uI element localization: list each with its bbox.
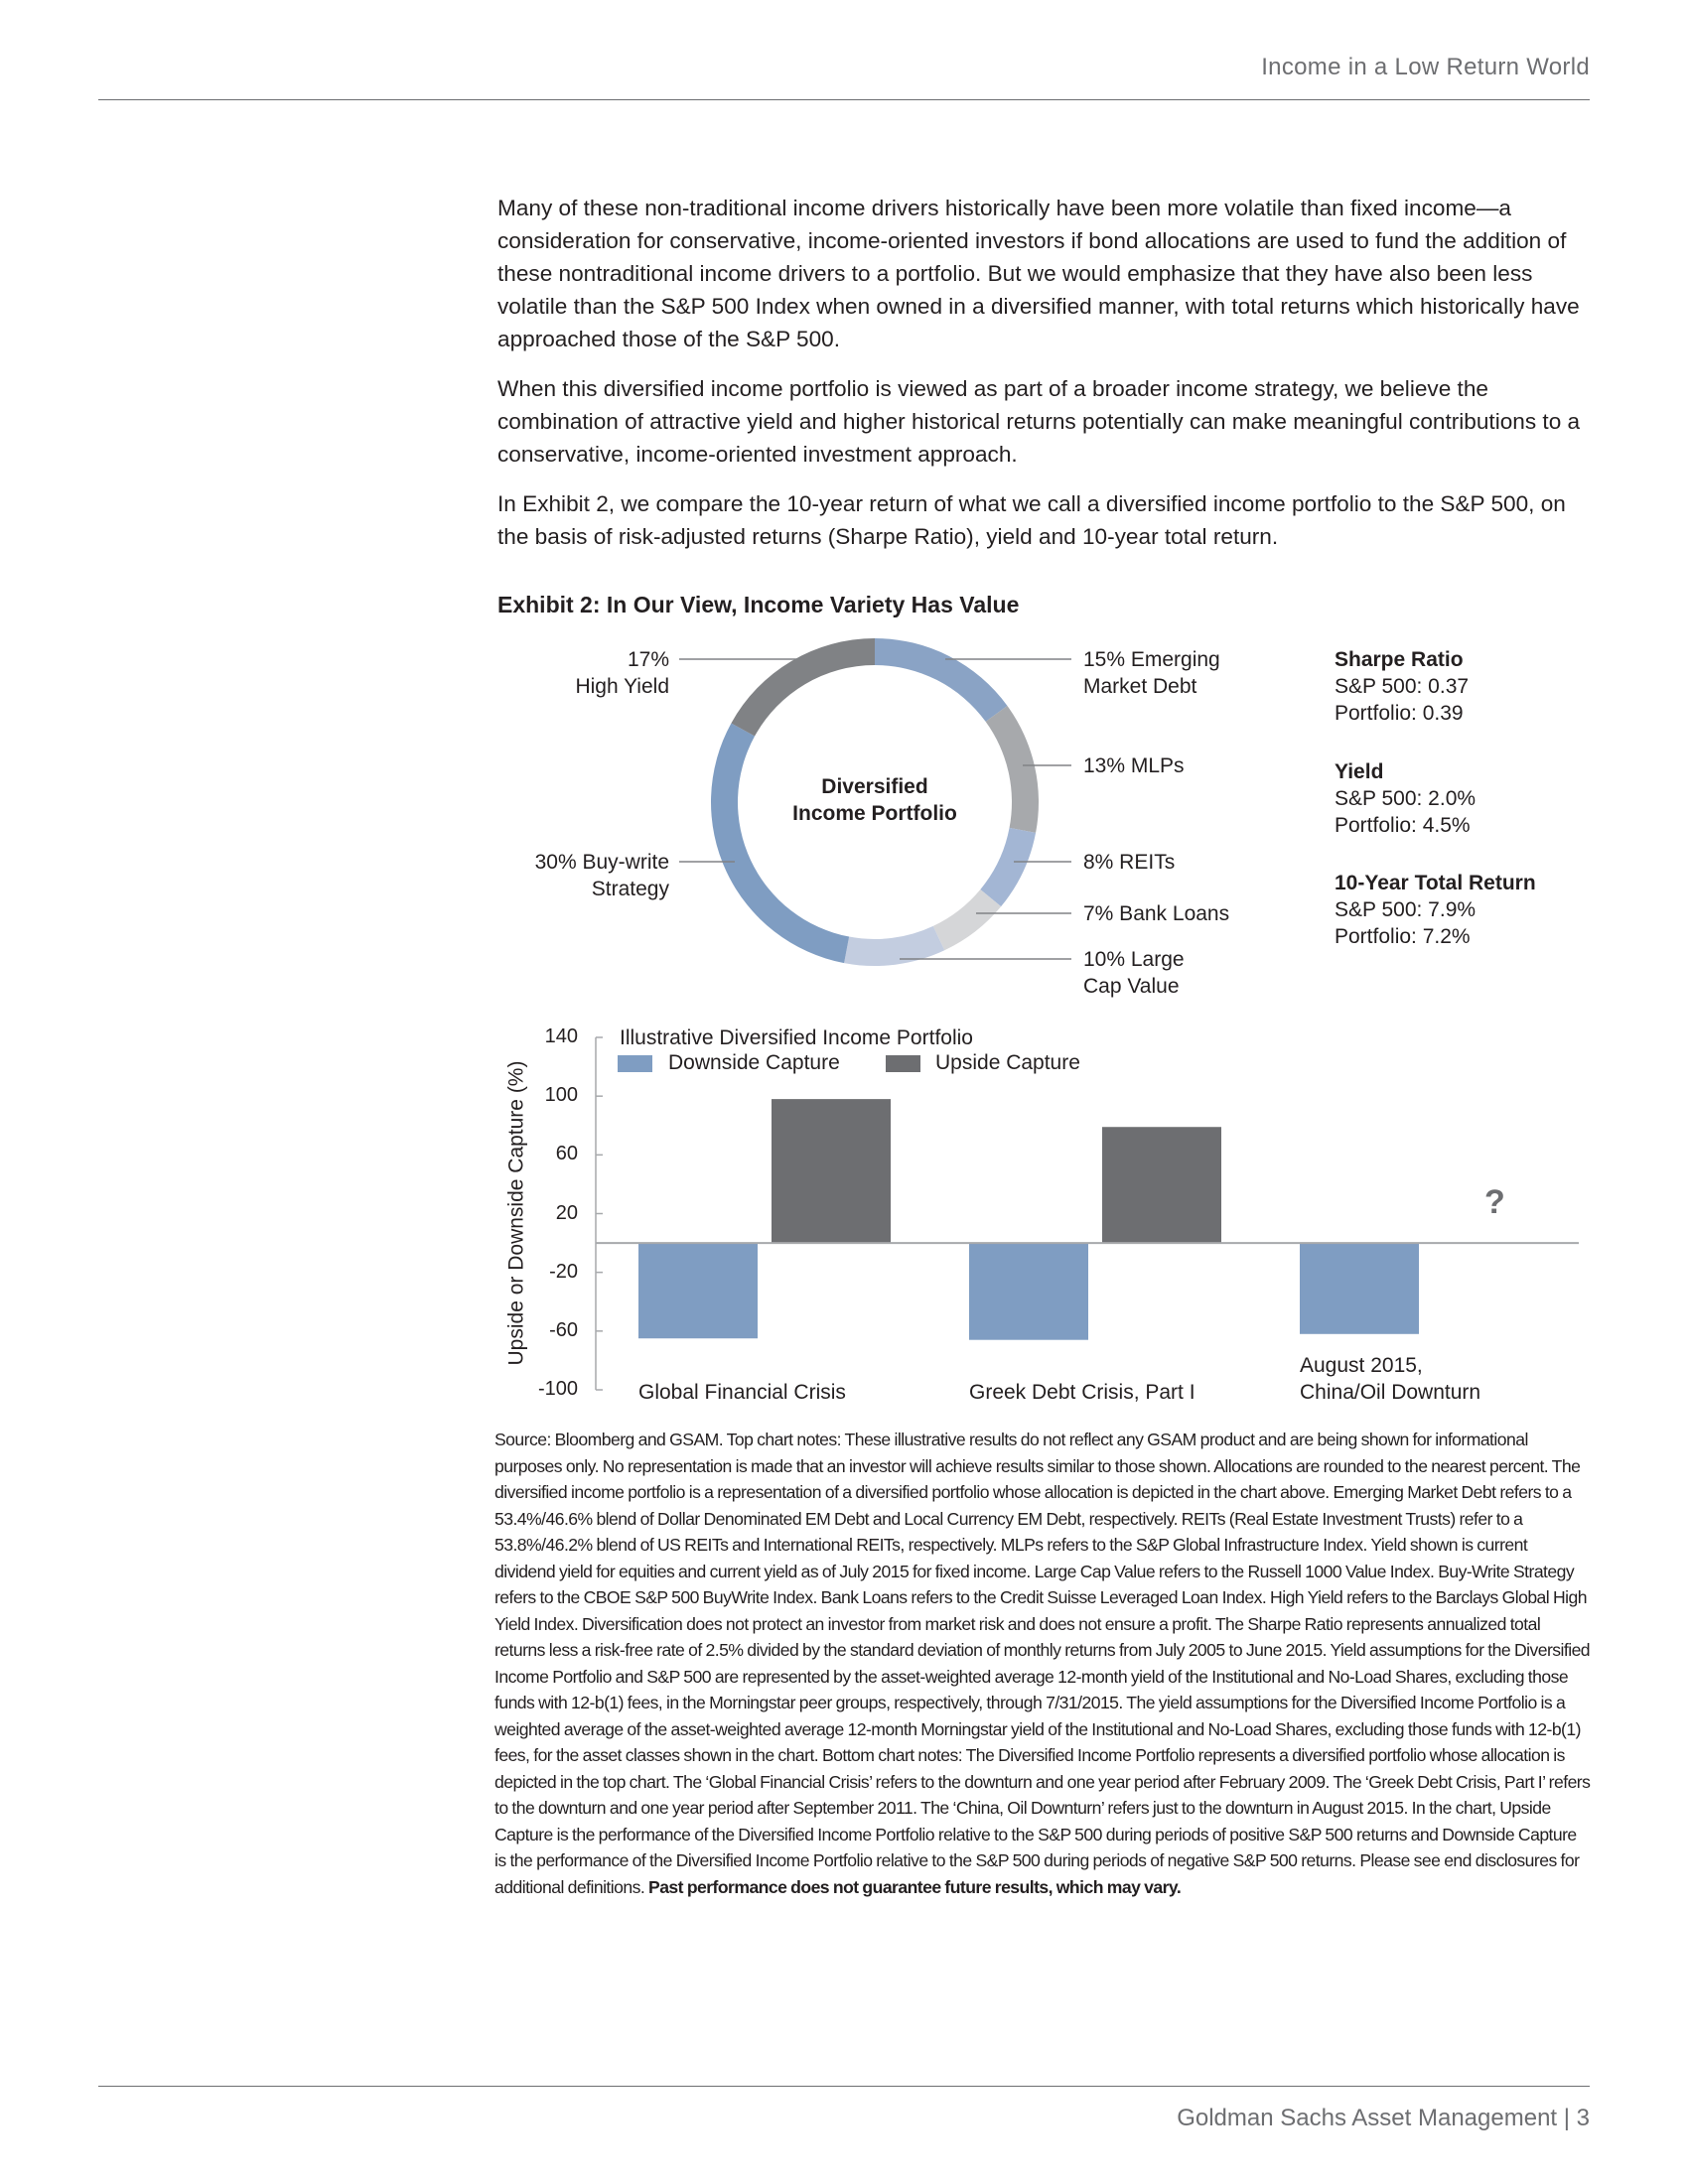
legend-upside-swatch xyxy=(886,1055,920,1072)
donut-slice xyxy=(731,638,875,737)
unknown-upside-annotation: ? xyxy=(1484,1183,1505,1221)
page-footer: Goldman Sachs Asset Management | 3 xyxy=(1177,2105,1590,2131)
y-axis-label: Upside or Downside Capture (%) xyxy=(504,1060,528,1366)
label-high-yield: 17% High Yield xyxy=(575,648,669,698)
downside-bar xyxy=(1300,1243,1419,1334)
y-tick-label: -20 xyxy=(549,1260,578,1283)
label-mlps: 13% MLPs xyxy=(1083,754,1185,777)
footnote-text: Source: Bloomberg and GSAM. Top chart notes: These illustrative results do not reflect any GSAM product and are being shown for informational purposes only. No representation is made that an investor will achieve results similar to those shown. Allocations are rounded to the nearest percent. The diversified income portfolio is a representation of a diversified portfolio whose allocation is depicted in the chart above. Emerging Market Debt refers to a 53.4%/46.6% blend of Dollar Denominated EM Debt and Local Currency EM Debt, respectively. REITs (Real Estate Investment Trusts) refer to a 53.8%/46.2% blend of US REITs and International REITs, respectively. MLPs refers to the S&P Global Infrastructure Index. Yield shown is current dividend yield for equities and current yield as of July 2015 for fixed income. Large Cap Value refers to the Russell 1000 Value Index. Buy-Write Strategy refers to the CBOE S&P 500 BuyWrite Index. Bank Loans refers to the Credit Suisse Leveraged Loan Index. High Yield refers to the Barclays Global High Yield Index. Diversification does not protect an investor from market risk and does not ensure a profit. The Sharpe Ratio represents annualized total returns less a risk-free rate of 2.5% divided by the standard deviation of monthly returns from July 2005 to June 2015. Yield assumptions for the Diversified Income Portfolio and S&P 500 are represented by the asset-weighted average 12-month yield of the Institutional and No-Load Shares, excluding those funds with 12-b(1) fees, in the Morningstar peer groups, respectively, through 7/31/2015. The yield assumptions for the Diversified Income Portfolio is a weighted average of the asset-weighted average 12-month Morningstar yield of the Institutional and No-Load Shares, excluding those funds with 12-b(1) fees, for the asset classes shown in the chart. Bottom chart notes: The Diversified Income Portfolio represents a diversified portfolio whose allocation is depicted in the top chart. The ‘Global Financial Crisis’ refers to the downturn and one year period after February 2009. The ‘Greek Debt Crisis, Part I’ refers to the downturn and one year period after September 2011. The ‘China, Oil Downturn’ refers just to the downturn in August 2015. In the chart, Upside Capture is the performance of the Diversified Income Portfolio relative to the S&P 500 during periods of positive S&P 500 returns and Downside Capture is the performance of the Diversified Income Portfolio relative to the S&P 500 during periods of negative S&P 500 returns. Please see end disclosures for additional definitions. xyxy=(494,1430,1591,1897)
running-header: Income in a Low Return World xyxy=(1261,54,1590,80)
downside-bar xyxy=(969,1243,1088,1340)
y-tick-label: -60 xyxy=(549,1318,578,1341)
donut-center-label: Diversified Income Portfolio xyxy=(792,775,957,825)
legend-downside-swatch xyxy=(618,1055,652,1072)
paragraph: Many of these non-traditional income drivers historically have been more volatile than fixed income—a consideration for conservative, income-oriented investors if bond allocations are used to fund the addition of these nontraditional income drivers to a portfolio. But we would emphasize that they have also been less volatile than the S&P 500 Index when owned in a diversified manner, with total returns which historically have approached those of the S&P 500. xyxy=(497,196,1580,351)
upside-bar xyxy=(1102,1127,1221,1243)
legend-downside-label: Downside Capture xyxy=(668,1051,840,1074)
exhibit-title: Exhibit 2: In Our View, Income Variety Has Value xyxy=(497,592,1020,617)
footnote-disclaimer: Past performance does not guarantee future results, which may vary. xyxy=(648,1876,1182,1897)
category-label: Global Financial Crisis xyxy=(638,1381,846,1404)
stat-sharpe: Sharpe Ratio S&P 500: 0.37 Portfolio: 0.39 xyxy=(1335,648,1470,725)
y-tick-label: 60 xyxy=(555,1143,578,1165)
y-tick-label: -100 xyxy=(537,1378,578,1400)
donut-slice xyxy=(875,638,1007,722)
category-label: Greek Debt Crisis, Part I xyxy=(969,1381,1196,1404)
donut-slice xyxy=(711,724,849,964)
footer-rule xyxy=(98,2086,1590,2087)
label-buy-write: 30% Buy-write Strategy xyxy=(534,851,669,900)
y-tick-label: 100 xyxy=(544,1084,578,1107)
legend-upside-label: Upside Capture xyxy=(935,1051,1080,1074)
donut-slice xyxy=(844,926,944,966)
upside-bar xyxy=(772,1099,891,1243)
label-reits: 8% REITs xyxy=(1083,851,1176,874)
downside-bar xyxy=(638,1243,758,1338)
donut-slice xyxy=(980,828,1036,906)
paragraph: When this diversified income portfolio is viewed as part of a broader income strategy, we believe the combination of attractive yield and higher historical returns potentially can make meaningful contributions to a conservative, income-oriented investment approach. xyxy=(497,376,1581,467)
stat-total-return: 10-Year Total Return S&P 500: 7.9% Portfolio: 7.2% xyxy=(1335,872,1536,948)
stat-yield: Yield S&P 500: 2.0% Portfolio: 4.5% xyxy=(1335,760,1477,837)
label-large-cap: 10% Large Cap Value xyxy=(1083,948,1185,998)
label-bank-loans: 7% Bank Loans xyxy=(1083,902,1230,925)
y-tick-label: 20 xyxy=(555,1201,578,1224)
donut-slice xyxy=(933,889,1001,950)
footnote xyxy=(494,1427,1591,1900)
y-tick-label: 140 xyxy=(544,1025,578,1047)
category-label: August 2015, China/Oil Downturn xyxy=(1300,1354,1481,1404)
bar-chart-title: Illustrative Diversified Income Portfolio xyxy=(620,1026,973,1049)
paragraph: In Exhibit 2, we compare the 10-year return of what we call a diversified income portfolio to the S&P 500, on the basis of risk-adjusted returns (Sharpe Ratio), yield and 10-year total return. xyxy=(497,491,1566,549)
label-em-debt: 15% Emerging Market Debt xyxy=(1083,648,1220,698)
donut-slice xyxy=(986,706,1039,833)
